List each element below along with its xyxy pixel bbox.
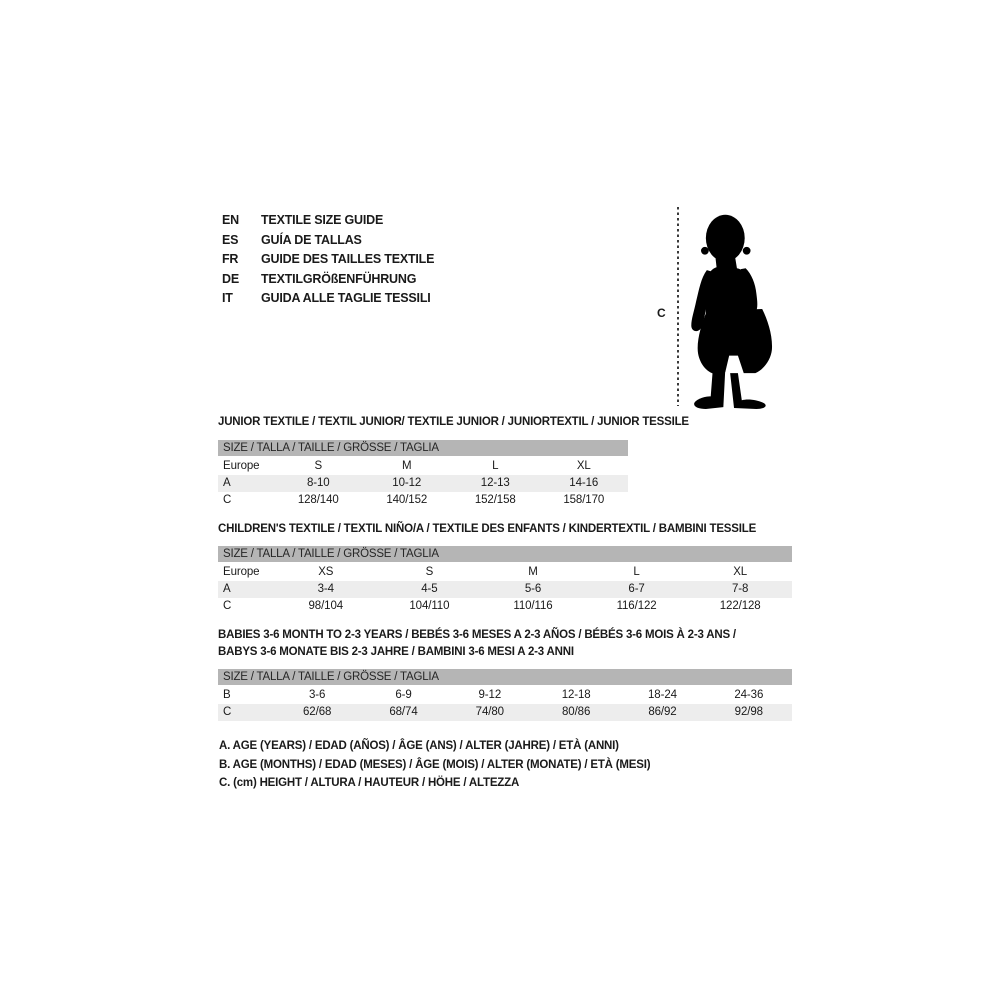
- row-label-cell: B: [223, 689, 231, 701]
- size-table: [218, 414, 792, 509]
- language-row: [222, 231, 434, 251]
- size-header-band: SIZE / TALLA / TAILLE / GRÖSSE / TAGLIA: [218, 440, 628, 456]
- language-guide-title: GUÍA DE TALLAS: [261, 232, 362, 247]
- table-rows: [218, 458, 628, 509]
- measurement-figure: [648, 196, 788, 416]
- row-value-cell: 122/128: [719, 600, 761, 612]
- legend-line: A. AGE (YEARS) / EDAD (AÑOS) / ÂGE (ANS) / ALTER (JAHRE) / ETÀ (ANNI): [219, 740, 619, 752]
- row-value-cell: 116/122: [616, 600, 657, 612]
- size-table: [218, 627, 792, 721]
- language-code: EN: [222, 213, 239, 227]
- language-list: [222, 211, 434, 309]
- language-code: FR: [222, 252, 239, 266]
- row-value-cell: 152/158: [474, 493, 516, 506]
- row-value-cell: 3-6: [309, 689, 326, 701]
- row-value-cell: L: [492, 459, 499, 472]
- table-rows: [218, 687, 792, 721]
- row-label-cell: A: [223, 476, 231, 489]
- size-header-band: SIZE / TALLA / TAILLE / GRÖSSE / TAGLIA: [218, 669, 792, 685]
- table-title: BABYS 3-6 MONATE BIS 2-3 JAHRE / BAMBINI 3-6 MESI A 2-3 ANNI: [218, 645, 574, 658]
- row-value-cell: 98/104: [308, 600, 344, 612]
- language-guide-title: TEXTILE SIZE GUIDE: [261, 213, 384, 227]
- table-row: [218, 704, 792, 721]
- table-title-block: [218, 414, 792, 431]
- table-title: CHILDREN'S TEXTILE / TEXTIL NIÑO/A / TEXTILE DES ENFANTS / KINDERTEXTIL / BAMBINI TESSILE: [218, 522, 757, 535]
- table-row: [218, 598, 792, 615]
- table-row: [218, 458, 628, 475]
- row-value-cell: 10-12: [392, 476, 422, 489]
- table-rows: [218, 564, 792, 615]
- language-code: DE: [222, 271, 239, 286]
- row-value-cell: 140/152: [386, 493, 428, 506]
- row-value-cell: 92/98: [734, 706, 763, 718]
- row-value-cell: M: [528, 566, 538, 578]
- row-value-cell: 104/110: [409, 600, 450, 612]
- row-value-cell: 128/140: [297, 493, 339, 506]
- row-value-cell: 6-9: [395, 689, 412, 701]
- row-value-cell: 80/86: [562, 706, 591, 718]
- row-label-cell: Europe: [223, 566, 260, 578]
- height-measure-line: [677, 207, 679, 406]
- row-value-cell: 14-16: [569, 476, 599, 489]
- row-value-cell: 7-8: [732, 583, 749, 595]
- table-row: [218, 475, 628, 492]
- measure-label-c: C: [657, 306, 666, 320]
- row-label-cell: C: [223, 493, 232, 506]
- size-tables: [218, 414, 792, 733]
- row-value-cell: 12-13: [480, 476, 510, 489]
- size-table: [218, 521, 792, 616]
- table-row: [218, 492, 628, 509]
- row-value-cell: 62/68: [303, 706, 332, 718]
- table-title-block: [218, 627, 792, 660]
- row-value-cell: 68/74: [389, 706, 418, 718]
- row-value-cell: L: [633, 566, 640, 578]
- language-row: [222, 250, 434, 270]
- row-value-cell: XS: [318, 566, 334, 578]
- row-values: [274, 564, 792, 581]
- row-value-cell: 18-24: [648, 689, 677, 701]
- row-values: [274, 458, 628, 475]
- row-value-cell: 4-5: [421, 583, 438, 595]
- language-code: ES: [222, 232, 239, 247]
- row-value-cell: 24-36: [734, 689, 764, 701]
- language-guide-title: GUIDA ALLE TAGLIE TESSILI: [261, 291, 431, 305]
- language-row: [222, 211, 434, 231]
- row-value-cell: 110/116: [513, 600, 553, 612]
- row-label-cell: Europe: [223, 459, 260, 472]
- table-title: BABIES 3-6 MONTH TO 2-3 YEARS / BEBÉS 3-6 MESES A 2-3 AÑOS / BÉBÉS 3-6 MOIS À 2-3 ANS /: [218, 629, 736, 641]
- language-guide-title: TEXTILGRÖßENFÜHRUNG: [261, 271, 417, 286]
- row-value-cell: 86/92: [648, 706, 677, 718]
- table-title-block: [218, 521, 792, 538]
- row-value-cell: M: [402, 459, 412, 472]
- row-label-cell: C: [223, 706, 232, 718]
- row-value-cell: 5-6: [524, 583, 542, 595]
- table-row: [218, 687, 792, 704]
- row-values: [274, 704, 792, 721]
- row-values: [274, 598, 792, 615]
- language-row: [222, 289, 434, 309]
- legend-line: B. AGE (MONTHS) / EDAD (MESES) / ÂGE (MOIS) / ALTER (MONATE) / ETÀ (MESI): [219, 758, 651, 771]
- row-value-cell: 12-18: [561, 689, 591, 701]
- size-header-band: SIZE / TALLA / TAILLE / GRÖSSE / TAGLIA: [218, 546, 792, 562]
- row-value-cell: 9-12: [478, 689, 502, 701]
- row-label-cell: A: [223, 583, 231, 595]
- row-value-cell: S: [425, 566, 434, 578]
- row-values: [274, 475, 628, 492]
- row-values: [274, 687, 792, 704]
- row-value-cell: S: [314, 459, 323, 472]
- row-values: [274, 492, 628, 509]
- language-code: IT: [222, 291, 233, 305]
- legend: [219, 737, 650, 793]
- table-row: [218, 581, 792, 598]
- row-label-cell: C: [223, 600, 232, 612]
- row-value-cell: XL: [576, 459, 591, 472]
- legend-line: C. (cm) HEIGHT / ALTURA / HAUTEUR / HÖHE / ALTEZZA: [219, 777, 520, 789]
- row-value-cell: 74/80: [475, 706, 504, 718]
- language-row: [222, 270, 434, 290]
- row-value-cell: 3-4: [317, 583, 334, 595]
- row-value-cell: 8-10: [306, 476, 330, 489]
- row-value-cell: 158/170: [563, 493, 605, 506]
- row-values: [274, 581, 792, 598]
- table-row: [218, 564, 792, 581]
- toddler-silhouette-icon: [689, 208, 781, 410]
- table-title: JUNIOR TEXTILE / TEXTIL JUNIOR/ TEXTILE JUNIOR / JUNIORTEXTIL / JUNIOR TESSILE: [218, 416, 689, 428]
- language-guide-title: GUIDE DES TAILLES TEXTILE: [261, 252, 435, 266]
- row-value-cell: XL: [733, 566, 748, 578]
- row-value-cell: 6-7: [628, 583, 645, 595]
